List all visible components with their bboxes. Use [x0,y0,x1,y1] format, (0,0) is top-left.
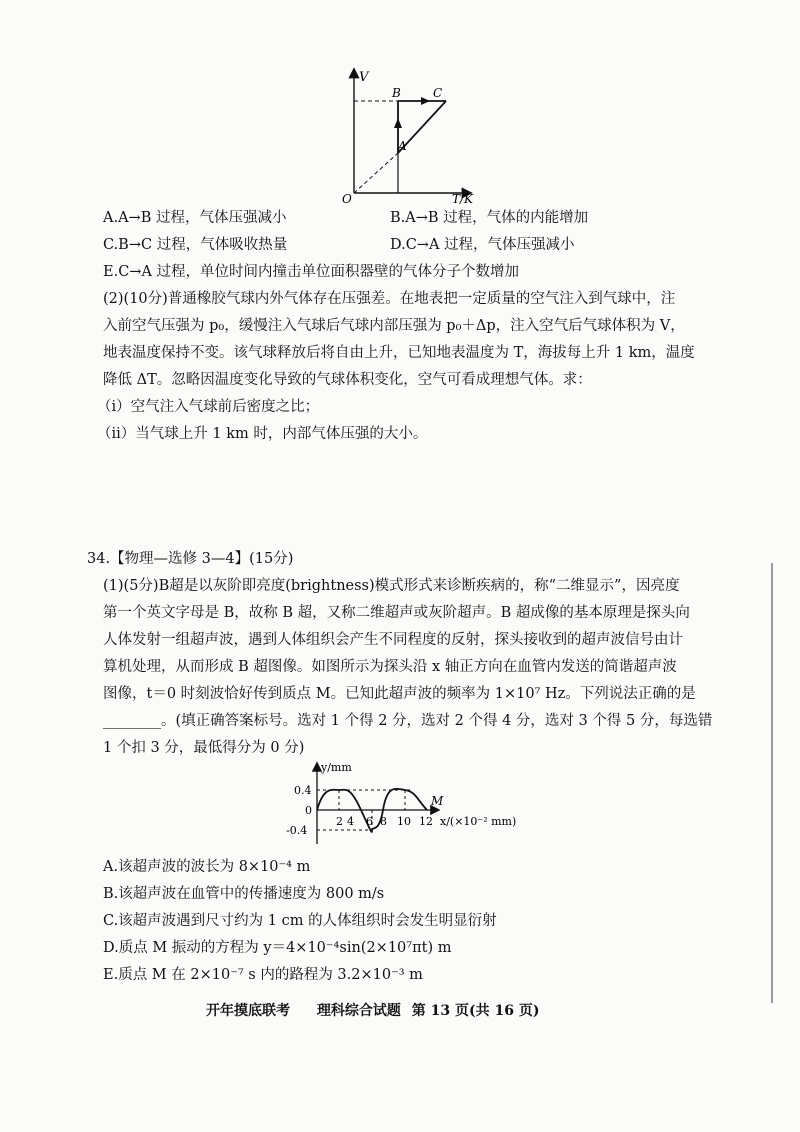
q34-part1-line6: ________。(填正确答案标号。选对 1 个得 2 分，选对 2 个得 4 分，选对 3 个得 5 分，每选错 [103,713,713,729]
q33-part2-line2: 入前空气压强为 p₀，缓慢注入气球后气球内部压强为 p₀＋Δp，注入空气后气球体积为 V， [103,318,685,334]
q34-part1-line1: (1)(5分)B超是以灰阶即亮度(brightness)模式形式来诊断疾病的，称“二维显示”，因亮度 [103,578,680,594]
q33-sub-ii: （ⅱ）当气球上升 1 km 时，内部气体压强的大小。 [97,426,428,442]
x-tick-12: 12 [419,815,433,828]
wave-diagram [280,758,530,850]
page-footer [206,1001,561,1021]
q33-option-e: E.C→A 过程，单位时间内撞击单位面积器壁的气体分子个数增加 [103,264,520,280]
x-tick-10: 10 [397,815,411,828]
q33-part2-line4: 降低 ΔT。忽略因温度变化导致的气球体积变化，空气可看成理想气体。求： [103,372,592,388]
x-axis-label: x/(×10⁻² mm) [440,815,517,828]
footer-exam-name: 开年摸底联考 [206,1003,290,1019]
q33-sub-i: （ⅰ）空气注入气球前后密度之比； [97,399,320,415]
q34-option-c: C.该超声波遇到尺寸约为 1 cm 的人体组织时会发生明显衍射 [103,913,497,929]
arrow-b-c-icon [421,97,430,105]
label-a: A [398,139,407,153]
vt-diagram [330,60,490,205]
q34-option-b: B.该超声波在血管中的传播速度为 800 m/s [103,886,385,902]
q34-part1-line7: 1 个扣 3 分，最低得分为 0 分) [103,740,305,756]
label-b: B [392,86,401,100]
y-tick-top: 0.4 [294,784,312,797]
label-c: C [433,86,443,100]
q33-option-c: C.B→C 过程，气体吸收热量 [103,237,288,253]
footer-subject: 理科综合试题 [316,1003,401,1019]
arrow-a-b-icon [394,118,402,128]
q34-part1-line4: 算机处理，从而形成 B 超图像。如图所示为探头沿 x 轴正方向在血管内发送的简谐超声波 [103,659,677,675]
label-t: T/K [452,192,474,205]
q34-heading: 34.【物理—选修 3—4】(15分) [87,551,294,567]
scan-edge-line [771,563,773,1003]
q34-option-e: E.质点 M 在 2×10⁻⁷ s 内的路程为 3.2×10⁻³ m [103,967,423,983]
label-v: V [359,70,369,85]
x-tick-4: 4 [347,815,354,828]
y-axis-label: y/mm [321,761,352,774]
footer-page-number: 第 13 页(共 16 页) [411,1003,540,1019]
x-tick-8: 8 [380,815,387,828]
q33-option-d: D.C→A 过程，气体压强减小 [390,237,575,253]
origin-to-a-dashed [354,153,398,193]
q33-part2-line1: (2)(10分)普通橡胶气球内外气体存在压强差。在地表把一定质量的空气注入到气球中，注 [103,291,676,307]
q33-part2-line3: 地表温度保持不变。该气球释放后将自由上升，已知地表温度为 T，海拔每上升 1 km，温度 [103,345,695,361]
q33-option-b: B.A→B 过程，气体的内能增加 [390,210,589,226]
y-tick-zero: 0 [305,804,312,817]
x-tick-6: 6 [366,815,373,828]
q33-option-a: A.A→B 过程，气体压强减小 [103,210,287,226]
label-origin: O [342,192,352,205]
x-tick-2: 2 [336,815,343,828]
q34-part1-line2: 第一个英文字母是 B，故称 B 超，又称二维超声或灰阶超声。B 超成像的基本原理是探头向 [103,605,690,621]
q34-part1-line5: 图像，t＝0 时刻波恰好传到质点 M。已知此超声波的频率为 1×10⁷ Hz。下列说法正确的是 [103,686,696,702]
q34-option-d: D.质点 M 振动的方程为 y＝4×10⁻⁴sin(2×10⁷πt) m [103,940,452,956]
label-m: M [431,794,444,808]
y-tick-bottom: -0.4 [286,824,308,837]
q34-option-a: A.该超声波的波长为 8×10⁻⁴ m [103,859,311,875]
q34-part1-line3: 人体发射一组超声波，遇到人体组织会产生不同程度的反射，探头接收到的超声波信号由计 [103,632,683,648]
